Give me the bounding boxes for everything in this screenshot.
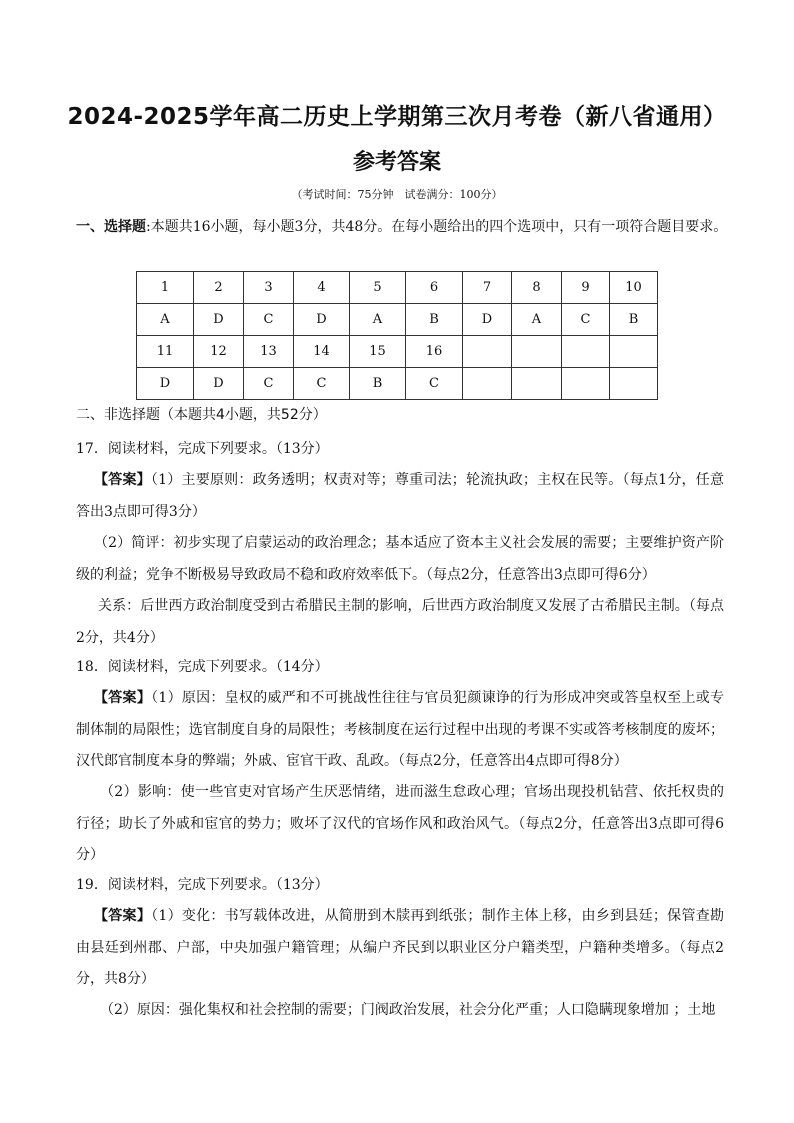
q17-answer-1 — [76, 465, 724, 528]
table-cell: C — [244, 304, 294, 336]
section2-heading: 二、非选择题（本题共4小题，共52分） — [76, 407, 327, 423]
q18-answer-2: （2）影响：使一些官吏对官场产生厌恶情绪，进而滋生怠政心理；官场出现投机钻营、依托权贵的行径；助长了外戚和宦官的势力；败坏了汉代的官场作风和政治风气。（每点2分，任意答出3点即可得6分） — [76, 784, 724, 863]
table-cell: A — [512, 304, 562, 336]
table-cell: D — [294, 304, 350, 336]
table-cell: 9 — [562, 272, 610, 304]
table-cell — [610, 336, 658, 368]
page-title: 2024-2025学年高二历史上学期第三次月考卷（新八省通用） — [67, 104, 727, 130]
table-cell: D — [463, 304, 512, 336]
multiple-choice-instructions — [76, 212, 732, 243]
table-cell — [463, 368, 512, 400]
q18-answer-1 — [76, 683, 724, 778]
table-row-answers-1 — [137, 304, 658, 336]
q17-answer-1-text: （1）主要原则：政务透明；权责对等；尊重司法；轮流执政；主权在民等。（每点1分，任意答出3点即可得3分） — [76, 472, 725, 520]
q19-heading: 19．阅读材料，完成下列要求。（13分） — [76, 877, 329, 893]
answer-tag: 【答案】 — [94, 908, 152, 924]
table-row-numbers-1 — [137, 272, 658, 304]
table-cell — [463, 336, 512, 368]
table-cell: 14 — [294, 336, 350, 368]
table-cell: 2 — [194, 272, 244, 304]
table-cell: C — [406, 368, 463, 400]
table-cell — [610, 368, 658, 400]
table-cell: 13 — [244, 336, 294, 368]
answer-table — [136, 271, 658, 400]
table-cell: 4 — [294, 272, 350, 304]
table-cell: 7 — [463, 272, 512, 304]
table-cell — [512, 336, 562, 368]
table-cell — [562, 368, 610, 400]
table-cell: 15 — [350, 336, 406, 368]
table-cell: D — [194, 368, 244, 400]
table-cell — [562, 336, 610, 368]
table-row-answers-2 — [137, 368, 658, 400]
q19-answer-2: （2）原因：强化集权和社会控制的需要；门阀政治发展，社会分化严重；人口隐瞒现象增加 ；土地 — [100, 1002, 716, 1018]
table-cell: B — [406, 304, 463, 336]
table-cell: D — [137, 368, 194, 400]
exam-info: （考试时间：75分钟 试卷满分：100分） — [291, 188, 503, 201]
table-cell: C — [244, 368, 294, 400]
q17-heading: 17．阅读材料，完成下列要求。（13分） — [76, 441, 329, 457]
table-cell: D — [194, 304, 244, 336]
q19-answer-1 — [76, 901, 724, 996]
table-cell: A — [137, 304, 194, 336]
q18-answer-1-text: （1）原因：皇权的威严和不可挑战性往往与官员犯颜谏诤的行为形成冲突或答皇权至上或专制体制的局限性；选官制度自身的局限性；考核制度在运行过程中出现的考课不实或答考核制度的废坏；汉代郎官制度本身的弊端；外戚、宦官干政、乱政。（每点2分，任意答出4点即可得8分） — [76, 690, 725, 769]
q17-answer-3: 关系：后世西方政治制度受到古希腊民主制的影响，后世西方政治制度又发展了古希腊民主制。（每点2分，共4分） — [76, 598, 724, 646]
table-cell: C — [294, 368, 350, 400]
table-cell: 8 — [512, 272, 562, 304]
table-cell: 12 — [194, 336, 244, 368]
table-cell: C — [562, 304, 610, 336]
table-cell: 11 — [137, 336, 194, 368]
table-row-numbers-2 — [137, 336, 658, 368]
table-cell: 6 — [406, 272, 463, 304]
section1-text: :本题共16小题，每小题3分，共48分。在每小题给出的四个选项中，只有一项符合题目要求。 — [146, 219, 728, 235]
section1-heading: 一、选择题 — [76, 219, 146, 235]
page-subtitle: 参考答案 — [352, 150, 441, 175]
q17-answer-2: （2）简评：初步实现了启蒙运动的政治理念；基本适应了资本主义社会发展的需要；主要维护资产阶级的利益；党争不断极易导致政局不稳和政府效率低下。（每点2分，任意答出3点即可得6分） — [76, 535, 724, 583]
answer-tag: 【答案】 — [94, 690, 152, 706]
q19-answer-1-text: （1）变化：书写载体改进，从简册到木牍再到纸张；制作主体上移，由乡到县廷；保管查勘由县廷到州郡、户部，中央加强户籍管理；从编户齐民到以职业区分户籍类型，户籍种类增多。（每点2分，共8分） — [76, 908, 725, 987]
answer-tag: 【答案】 — [94, 472, 151, 488]
table-cell — [512, 368, 562, 400]
table-cell: 3 — [244, 272, 294, 304]
table-cell: 1 — [137, 272, 194, 304]
table-cell: B — [350, 368, 406, 400]
table-cell: 10 — [610, 272, 658, 304]
q18-heading: 18．阅读材料，完成下列要求。（14分） — [76, 659, 329, 675]
table-cell: A — [350, 304, 406, 336]
table-cell: 16 — [406, 336, 463, 368]
table-cell: B — [610, 304, 658, 336]
table-cell: 5 — [350, 272, 406, 304]
